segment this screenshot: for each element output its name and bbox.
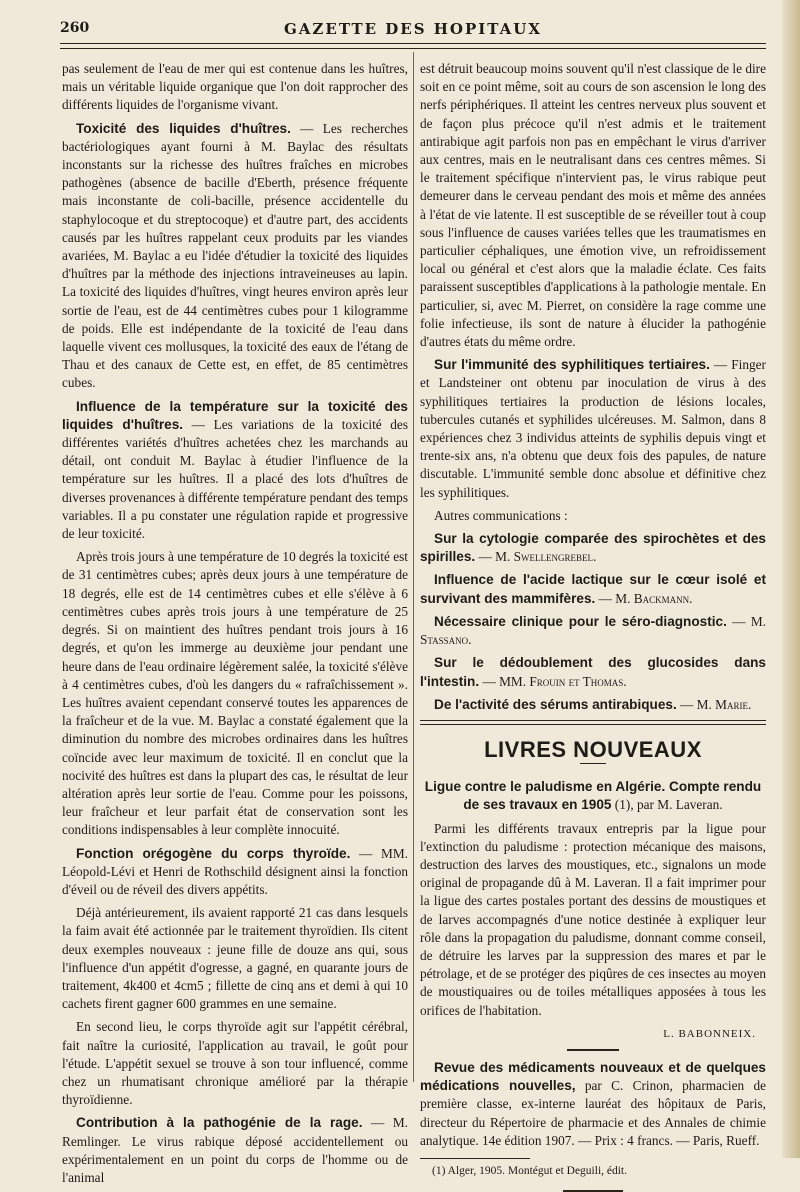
book-review-2 bbox=[420, 1059, 766, 1150]
page-edge bbox=[782, 0, 800, 1158]
intro-paragraph: pas seulement de l'eau de mer qui est contenue dans les huîtres, mais un véritable liquide organique que l'on doit rapprocher des différents liquides de l'organisme vivant. bbox=[62, 61, 408, 113]
section-body: — M. Remlinger. Le virus rabique déposé accidentellement ou expérimentalement en un point du corps de l'homme ou de l'animal bbox=[62, 1115, 408, 1185]
section-title: Influence de la température sur la toxicité des liquides d'huîtres. bbox=[62, 398, 408, 432]
section-body: — MM. Léopold-Lévi et Henri de Rothschild désignent ainsi la fonction d'éveil ou de réveil des divers appétits. bbox=[62, 845, 408, 897]
communication-item bbox=[420, 654, 766, 690]
footnote-rule bbox=[420, 1158, 530, 1159]
communication-author: — MM. Frouin et Thomas. bbox=[479, 673, 627, 689]
header-rule bbox=[60, 43, 766, 49]
section-title: Toxicité des liquides d'huîtres. bbox=[76, 120, 291, 136]
section-title: Contribution à la pathogénie de la rage. bbox=[76, 1115, 363, 1131]
communication-author: — M. Swellengrebel. bbox=[475, 549, 597, 565]
footnote: (1) Alger, 1905. Montégut et Deguili, édit. bbox=[432, 1164, 628, 1177]
communication-item bbox=[420, 571, 766, 607]
book-title: Revue des médicaments nouveaux et de quelques médications nouvelles, bbox=[420, 1059, 766, 1094]
section-rule bbox=[420, 720, 766, 725]
paragraph: Déjà antérieurement, ils avaient rapporté 21 cas dans lesquels la faim avait été actionnée par le traitement thyroïdien. Ils citent deux exemples nouveaux : jeune fille de douze ans qui, sous l'influence d'un appétit d'ogresse, a gagné, en quarante jours de traitement, 4k400 et 4cm5 ; fillette de cinq ans et demi à qui 10 cachets firent gagner 600 grammes en une semaine. bbox=[62, 905, 408, 1012]
running-title: GAZETTE DES HOPITAUX bbox=[283, 20, 542, 38]
ornament-rule bbox=[567, 1049, 619, 1051]
book-details: par C. Crinon, pharmacien de première classe, ex-interne lauréat des hôpitaux de Paris, directeur du Répertoire de pharmacie et des Annales de chimie analytique. 14e édition 1907. — Prix : 4 francs. — Paris, Rueff. bbox=[420, 1078, 766, 1148]
communication-item bbox=[420, 530, 766, 566]
communication-title: De l'activité des sérums antirabiques. bbox=[434, 696, 677, 712]
left-column bbox=[62, 60, 408, 1192]
section-rabies bbox=[62, 1114, 408, 1187]
book-title: Ligue contre le paludisme en Algérie. Compte rendu de ses travaux en 1905 bbox=[424, 779, 762, 813]
section-oyster-toxicity bbox=[62, 120, 408, 393]
section-body: — Les variations de la toxicité des différentes variétés d'huîtres achetées chez les marchands au détail, ont conduit M. Baylac à étudier l'influence de la température sur les huîtres. Il a placé des lots d'huîtres de diverses provenances à différente température pendant des temps variables. Il a pu constater une régulation rapide et progressive de leur toxicité. bbox=[62, 416, 408, 542]
page-header bbox=[60, 20, 766, 40]
right-column bbox=[420, 60, 766, 1192]
continued-paragraph: est détruit beaucoup moins souvent qu'il n'est classique de le dire soit en ce point même, soit au cours de son ascension le long des nerfs périphériques. Il atteint les centres nerveux plus souvent et de façon plus précoce qu'il n'est admis et le traitement antirabique agit parfois non pas en empêchant le virus d'arriver aux centres, mais en le neutralisant dans ces centres mêmes. Si le traitement spécifique n'intervient pas, le virus rabique peut demeurer dans le cerveau pendant des mois et même des années à l'état de vie latente. Il est susceptible de se réveiller tout à coup sous l'influence de causes variées telles que les traumatismes en particulier céphaliques, une émotion vive, un refroidissement local ou général et c'est alors que la maladie éclate. Ces faits paraissent susceptibles d'applications à la pathologie mentale. En particulier, si, avec M. Pierret, on considère la rage comme une folie infectieuse, ils sont de nature à élucider la pathogénie d'autres états du même ordre. bbox=[420, 61, 766, 350]
paragraph: Après trois jours à une température de 10 degrés la toxicité est de 31 centimètres cubes; après deux jours à une température de 18 degrés, elle est de 14 centimètres cubes et elle s'élève à 6 centimètres cubes après trois jours à une température de 25 degrés. Si on maintient des huîtres pendant trois jours à 16 degrés, et qu'on les immerge au deuxième jour pendant une heure dans de l'eau ordinaire légèrement salée, la toxicité s'élève à 4 centimètres cubes, d'où les dangers du « rafraîchissement ». Les huîtres avaient cependant conservé toutes les apparences de la fraîcheur et de la vue. M. Baylac a constaté également que la diminution du nombre des microbes ordinaires dans les huîtres coïncide avec leur maximum de toxicité. Il en conclut que la nocivité des huîtres est dans la plupart des cas, le résultat de leur altération après leur sortie de l'eau. Comme pour les poissons, leur fraîcheur et leur parfait état de conservation sont les conditions indispensables à leur complète innocuité. bbox=[62, 549, 408, 838]
communication-title: Sur la cytologie comparée des spirochètes et des spirilles. bbox=[420, 531, 766, 565]
section-thyroid bbox=[62, 845, 408, 900]
communication-title: Nécessaire clinique pour le séro-diagnostic. bbox=[434, 613, 727, 629]
communication-item bbox=[420, 613, 766, 649]
page-number: 260 bbox=[60, 20, 90, 36]
column-divider bbox=[413, 52, 414, 1082]
communication-title: Influence de l'acide lactique sur le cœur isolé et survivant des mammifères. bbox=[420, 572, 766, 606]
books-heading: LIVRES NOUVEAUX bbox=[484, 736, 702, 762]
other-communications-label: Autres communications : bbox=[434, 507, 568, 523]
section-body: — Finger et Landsteiner ont obtenu par inoculation de virus à des syphilitiques tertiaires la production de lésions locales, tubercules cutanés et syphilides ulcéreuses. M. Salmon, dans 8 expériences chez 3 individus atteints de syphilis depuis vingt et trente-six ans, n'a obtenu que deux fois des papules, de nature discutable. L'immunité semble donc absolue et définitive chez les syphilitiques. bbox=[420, 357, 766, 500]
communication-title: Sur le dédoublement des glucosides dans l'intestin. bbox=[420, 655, 766, 689]
section-title: Sur l'immunité des syphilitiques tertiaires. bbox=[434, 357, 710, 373]
section-body: — Les recherches bactériologiques ayant fourni à M. Baylac des résultats inconstants sur la richesse des huîtres fraîches en microbes pathogènes (absence de bacille d'Eberth, présence fréquente mais inconstante de coli-bacille, présence accidentelle du staphylocoque et du streptocoque) et d'autre part, des accidents causés par les huîtres rappelant ceux produits par les viandes avariées, M. Baylac a eu l'idée d'étudier la toxicité des liquides d'huîtres par la méthode des injections intraveineuses au lapin. La toxicité des liquides d'huîtres, vingt heures environ après leur sortie de l'eau, est de 44 centimètres cubes pour 1 kilogramme de poids. Elle est indépendante de la toxicité de l'eau dans laquelle vivent ces mollusques, la toxicité des eaux de l'étang de Thau et des canaux de Cette est, en effet, de 85 centimètres cubes. bbox=[62, 120, 408, 391]
communication-author: — M. Backmann. bbox=[595, 590, 693, 606]
book-review-body: Parmi les différents travaux entrepris par la ligue pour l'extinction du paludisme : protection mécanique des maisons, destruction des larves des moustiques, etc., signalons un mode original de propagande dû à M. Laveran. Il a fait imprimer pour la ligue des cartes postales portant des dessins de moustiques et de larves accompagnés d'une notice destinée à expliquer leur rôle dans la propagation du paludisme, donnant comme conseil, de détruire les larves par la suppression des mares et par le pétrolage, et de se protéger des piqûres de ces insectes au moyen de moustiquaires ou de toiles métalliques apposées à tous les orifices de l'habitation. bbox=[420, 820, 766, 1018]
communication-author: — M. Stassano. bbox=[420, 613, 766, 648]
heading-rule bbox=[580, 763, 606, 764]
book-author: (1), par M. Laveran. bbox=[611, 797, 723, 813]
section-temperature bbox=[62, 398, 408, 544]
paragraph: En second lieu, le corps thyroïde agit sur l'appétit cérébral, fait naître la curiosité, l'application au travail, le goût pour l'étude. L'appétit sexuel se trouve à son tour influencé, comme chez un rhumatisant chronique amélioré par la thérapie thyroïdienne. bbox=[62, 1019, 408, 1108]
communication-item bbox=[420, 696, 766, 714]
communication-author: — M. Marie. bbox=[676, 696, 752, 712]
section-title: Fonction orégogène du corps thyroïde. bbox=[76, 845, 351, 861]
reviewer-signature: L. BABONNEIX. bbox=[663, 1027, 756, 1040]
book-review-title bbox=[420, 778, 766, 814]
section-syphilis-immunity bbox=[420, 356, 766, 502]
